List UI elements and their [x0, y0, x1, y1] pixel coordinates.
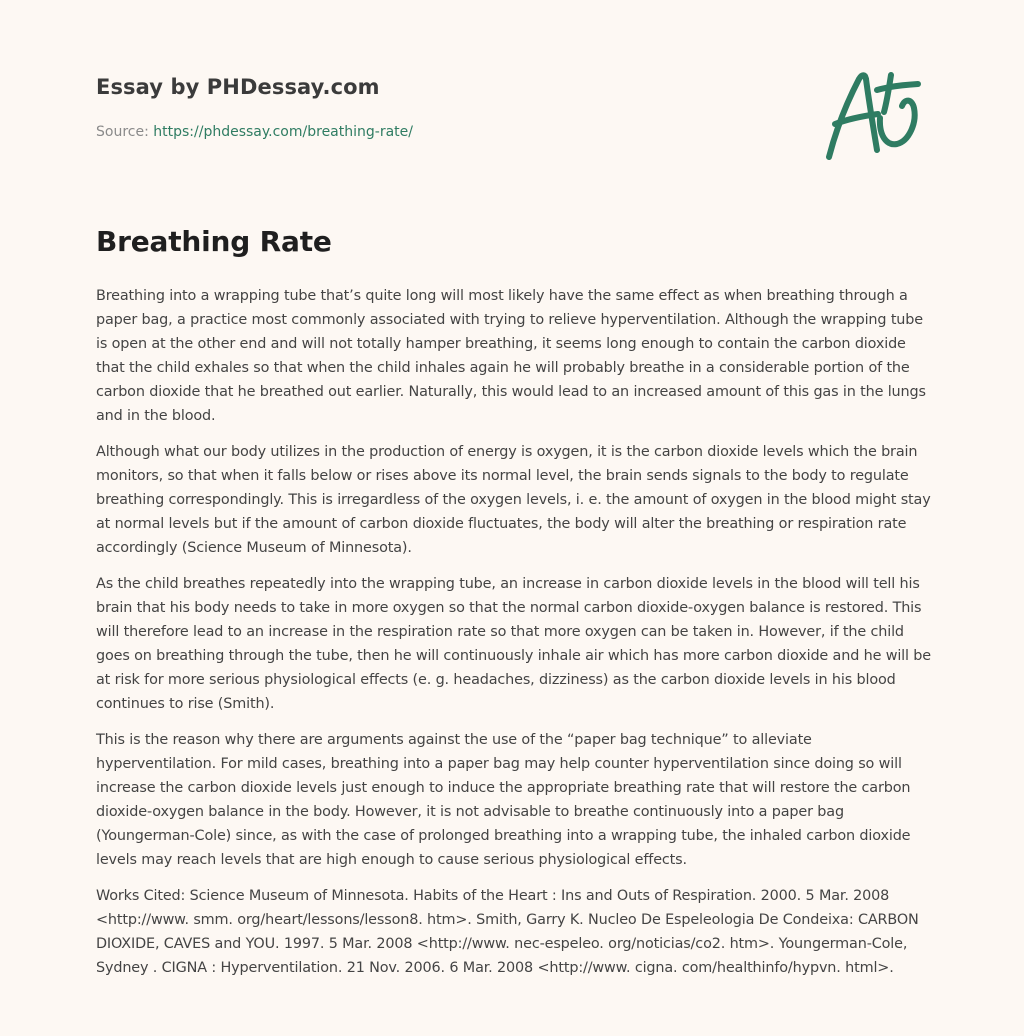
source-label: Source: [96, 124, 154, 140]
works-cited-paragraph: Works Cited: Science Museum of Minnesota. Habits of the Heart : Ins and Outs of Respiration. 2000. 5 Mar. 2008 <http://www. smm. org/heart/lessons/lesson8. htm>. Smith, Garry K. Nucleo De Espeleologia De Condeixa: CARBON DIOXIDE, CAVES and YOU. 1997. 5 Mar. 2008 <http://www. nec-espeleo. org/noticias/co2. htm>. Youngerman-Cole, Sydney . CIGNA : Hyperventilation. 21 Nov. 2006. 6 Mar. 2008 <http://www. cigna. com/healthinfo/hypvn. html>. [96, 888, 919, 976]
site-brand-title: Essay by PHDessay.com [96, 75, 380, 99]
source-line [96, 124, 413, 140]
essay-paragraph: This is the reason why there are arguments against the use of the “paper bag technique” to alleviate hyperventilation. For mild cases, breathing into a paper bag may help counter hyperventilation since doing so will increase the carbon dioxide levels just enough to induce the appropriate breathing rate that will restore the carbon dioxide-oxygen balance in the body. However, it is not advisable to breathe continuously into a paper bag (Youngerman-Cole) since, as with the case of prolonged breathing into a wrapping tube, the inhaled carbon dioxide levels may reach levels that are high enough to cause serious physiological effects. [96, 732, 911, 868]
source-link[interactable]: https://phdessay.com/breathing-rate/ [153, 124, 413, 140]
a-plus-grade-icon [822, 68, 928, 164]
essay-paragraph: As the child breathes repeatedly into the wrapping tube, an increase in carbon dioxide levels in the blood will tell his brain that his body needs to take in more oxygen so that the normal carbon dioxide-oxygen balance is restored. This will therefore lead to an increase in the respiration rate so that more oxygen can be taken in. However, if the child goes on breathing through the tube, then he will continuously inhale air which has more carbon dioxide and he will be at risk for more serious physiological effects (e. g. headaches, dizziness) as the carbon dioxide levels in his blood continues to rise (Smith). [96, 576, 931, 712]
essay-body [96, 284, 932, 992]
essay-title: Breathing Rate [96, 225, 332, 258]
essay-paragraph: Breathing into a wrapping tube that’s quite long will most likely have the same effect as when breathing through a paper bag, a practice most commonly associated with trying to relieve hyperventilation. Although the wrapping tube is open at the other end and will not totally hamper breathing, it seems long enough to contain the carbon dioxide that the child exhales so that when the child inhales again he will probably breathe in a considerable portion of the carbon dioxide that he breathed out earlier. Naturally, this would lead to an increased amount of this gas in the lungs and in the blood. [96, 288, 926, 424]
essay-paragraph: Although what our body utilizes in the production of energy is oxygen, it is the carbon dioxide levels which the brain monitors, so that when it falls below or rises above its normal level, the brain sends signals to the body to regulate breathing correspondingly. This is irregardless of the oxygen levels, i. e. the amount of oxygen in the blood might stay at normal levels but if the amount of carbon dioxide fluctuates, the body will alter the breathing or respiration rate accordingly (Science Museum of Minnesota). [96, 444, 931, 556]
